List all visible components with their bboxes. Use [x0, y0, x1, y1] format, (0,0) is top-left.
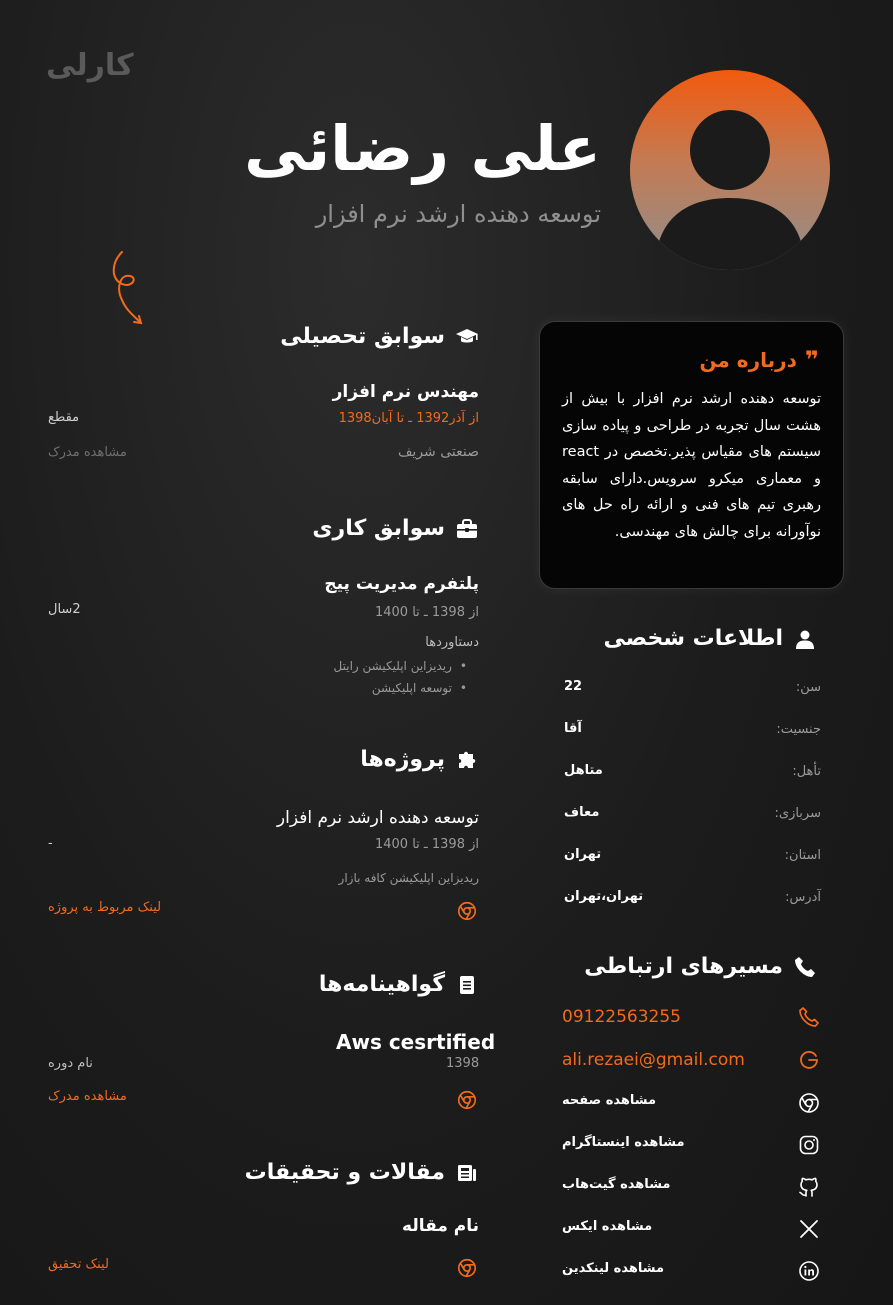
- phone-outline-icon: [797, 1005, 821, 1029]
- address-value: تهران،تهران: [564, 889, 644, 904]
- newspaper-icon: [455, 1161, 479, 1185]
- education-degree: مهندس نرم افزار: [332, 382, 479, 402]
- certificates-heading: گواهینامه‌ها: [319, 972, 479, 997]
- puzzle-icon: [455, 748, 479, 772]
- linkedin-link[interactable]: مشاهده لینکدین: [562, 1261, 665, 1276]
- instagram-link[interactable]: مشاهده اینستاگرام: [562, 1135, 685, 1150]
- user-silhouette-icon: [630, 70, 830, 270]
- achievements-list: [334, 655, 467, 699]
- google-icon: [797, 1048, 821, 1072]
- list-item: • توسعه اپلیکیشن: [334, 677, 467, 699]
- quote-icon: ❞: [804, 346, 819, 374]
- personal-heading: اطلاعات شخصی: [604, 626, 817, 651]
- decorative-arrow-icon: [108, 248, 148, 328]
- instagram-icon: [797, 1133, 821, 1157]
- linkedin-icon: [797, 1259, 821, 1283]
- article-link[interactable]: لینک تحقیق: [48, 1257, 109, 1272]
- project-link-icon[interactable]: [456, 900, 478, 922]
- project-dates: از 1398 ـ تا 1400: [374, 837, 479, 852]
- education-dates: از آذر1392 ـ تا آبان1398: [338, 411, 479, 426]
- x-icon: [797, 1217, 821, 1241]
- briefcase-icon: [455, 517, 479, 541]
- project-side-value: -: [48, 836, 53, 851]
- avatar: [630, 70, 830, 270]
- marital-value: متاهل: [564, 763, 603, 778]
- phone-number[interactable]: 09122563255: [562, 1007, 681, 1027]
- article-name: نام مقاله: [402, 1216, 479, 1236]
- work-heading: سوابق کاری: [312, 516, 479, 541]
- province-label: استان:: [784, 848, 821, 863]
- article-link-icon[interactable]: [456, 1257, 478, 1279]
- email-address[interactable]: ali.rezaei@gmail.com: [562, 1050, 745, 1070]
- certificate-course-label: نام دوره: [48, 1056, 93, 1071]
- marital-label: تأهل:: [792, 764, 821, 779]
- website-link[interactable]: مشاهده صفحه: [562, 1093, 657, 1108]
- certificate-name: Aws cesrtified: [336, 1030, 496, 1054]
- education-level: مقطع: [48, 410, 80, 425]
- education-school: صنعتی شریف: [397, 444, 479, 460]
- person-name: علی رضائی: [244, 112, 601, 185]
- address-label: آدرس:: [785, 890, 821, 905]
- contact-heading: مسیرهای ارتباطی: [584, 954, 817, 979]
- gender-value: آقا: [564, 721, 582, 736]
- age-label: سن:: [795, 680, 821, 695]
- certificate-view-link[interactable]: مشاهده مدرک: [48, 1089, 127, 1104]
- user-icon: [793, 627, 817, 651]
- github-link[interactable]: مشاهده گیت‌هاب: [562, 1177, 671, 1192]
- work-company: پلتفرم مدیریت پیج: [324, 574, 479, 594]
- phone-icon: [793, 955, 817, 979]
- certificate-link-icon[interactable]: [456, 1089, 478, 1111]
- work-duration: 2سال: [48, 602, 81, 617]
- province-value: تهران: [564, 847, 602, 862]
- list-item: • ریدیزاین اپلیکیشن رایتل: [334, 655, 467, 677]
- military-value: معاف: [564, 805, 600, 820]
- about-text: توسعه دهنده ارشد نرم افزار با بیش از هشت سال تجربه در طراحی و پیاده سازی سیستم های مقیاس پذیر.تخصص در react و معماری میکرو سرویس.دارای سابقه رهبری تیم های فنی و ارائه راه حل های نوآورانه برای چالش های مهندسی.: [562, 391, 821, 540]
- github-icon: [797, 1175, 821, 1199]
- x-link[interactable]: مشاهده ایکس: [562, 1219, 653, 1234]
- project-description: ریدیزاین اپلیکیشن کافه بازار: [338, 871, 479, 885]
- age-value: 22: [564, 679, 583, 694]
- military-label: سربازی:: [774, 806, 821, 821]
- logo: کارلی: [46, 48, 134, 83]
- education-heading: سوابق تحصیلی: [280, 324, 479, 349]
- gender-label: جنسیت:: [776, 722, 821, 737]
- about-card: [539, 321, 844, 589]
- achievements-title: دستاوردها: [425, 635, 479, 650]
- work-dates: از 1398 ـ تا 1400: [374, 605, 479, 620]
- job-title: توسعه دهنده ارشد نرم افزار: [315, 200, 601, 228]
- education-view-link[interactable]: مشاهده مدرک: [48, 445, 127, 460]
- document-icon: [455, 973, 479, 997]
- certificate-year: 1398: [446, 1056, 480, 1071]
- projects-heading: پروژه‌ها: [360, 747, 479, 772]
- project-link[interactable]: لینک مربوط به پروژه: [48, 900, 162, 915]
- articles-heading: مقالات و تحقیقات: [245, 1160, 479, 1185]
- about-title: ❞ درباره من: [699, 346, 819, 374]
- project-name: توسعه دهنده ارشد نرم افزار: [276, 808, 479, 828]
- graduation-cap-icon: [455, 325, 479, 349]
- chrome-icon: [797, 1091, 821, 1115]
